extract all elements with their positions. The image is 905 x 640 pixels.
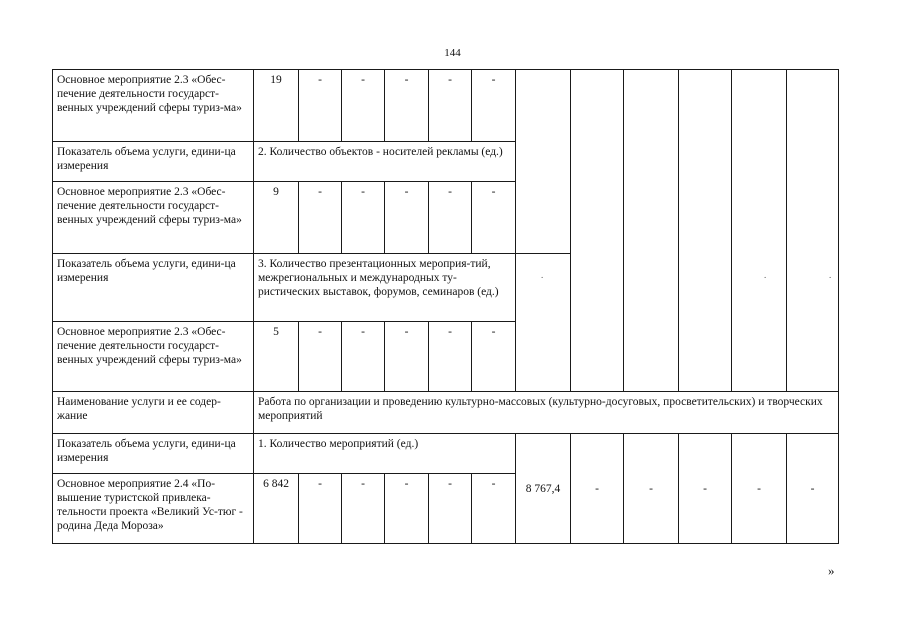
finance-cell-empty [516, 70, 571, 254]
volume-value: - [299, 474, 342, 544]
finance-value: - [624, 434, 679, 544]
volume-value: - [385, 182, 429, 254]
row-label: Основное мероприятие 2.3 «Обес-печение деятельности государст-венных учреждений сферы туриз-ма» [53, 182, 254, 254]
volume-value: - [472, 474, 516, 544]
volume-value: 19 [254, 70, 299, 142]
finance-cell-empty [571, 70, 624, 392]
finance-cell-empty [679, 70, 732, 392]
volume-value: 5 [254, 322, 299, 392]
indicator-text: 3. Количество презентационных мероприя-тий, межрегиональных и международных ту-ристических выставок, форумов, семинаров (ед.) [254, 254, 516, 322]
finance-value: - [571, 434, 624, 544]
volume-value: - [429, 182, 472, 254]
volume-value: - [429, 474, 472, 544]
scan-speck: . [541, 270, 544, 280]
volume-value: - [299, 322, 342, 392]
scan-speck: . [764, 270, 767, 280]
row-label: Основное мероприятие 2.3 «Обес-печение деятельности государст-венных учреждений сферы туриз-ма» [53, 322, 254, 392]
finance-value: 8 767,4 [516, 434, 571, 544]
finance-value: - [679, 434, 732, 544]
volume-value: - [472, 182, 516, 254]
volume-value: - [342, 182, 385, 254]
volume-value: - [429, 322, 472, 392]
volume-value: - [429, 70, 472, 142]
volume-value: - [299, 182, 342, 254]
finance-cell-empty [624, 70, 679, 392]
services-table [52, 69, 839, 544]
table-row [53, 392, 839, 434]
page-number: 144 [444, 47, 461, 59]
row-label: Наименование услуги и ее содер-жание [53, 392, 254, 434]
volume-value: 9 [254, 182, 299, 254]
row-label: Показатель объема услуги, едини-ца измерения [53, 254, 254, 322]
volume-value: - [342, 322, 385, 392]
finance-cell-empty [787, 70, 839, 392]
volume-value: - [342, 474, 385, 544]
indicator-text: 2. Количество объектов - носителей рекламы (ед.) [254, 142, 516, 182]
row-label: Показатель объема услуги, едини-ца измерения [53, 142, 254, 182]
indicator-text: 1. Количество мероприятий (ед.) [254, 434, 516, 474]
volume-value: - [472, 322, 516, 392]
finance-value: - [787, 434, 839, 544]
volume-value: - [385, 474, 429, 544]
finance-value: - [732, 434, 787, 544]
service-description: Работа по организации и проведению культурно-массовых (культурно-досуговых, просветительских) и творческих мероприятий [254, 392, 839, 434]
scan-speck: . [829, 270, 832, 280]
row-label: Основное мероприятие 2.4 «По-вышение туристской привлека-тельности проекта «Великий Ус-тюг - родина Деда Мороза» [53, 474, 254, 544]
finance-cell-empty [732, 70, 787, 392]
volume-value: - [299, 70, 342, 142]
volume-value: - [385, 70, 429, 142]
table-row [53, 434, 839, 474]
volume-value: - [385, 322, 429, 392]
closing-quote: » [828, 563, 835, 578]
volume-value: - [342, 70, 385, 142]
table-row [53, 70, 839, 142]
volume-value: 6 842 [254, 474, 299, 544]
row-label: Основное мероприятие 2.3 «Обес-печение деятельности государст-венных учреждений сферы туриз-ма» [53, 70, 254, 142]
volume-value: - [472, 70, 516, 142]
row-label: Показатель объема услуги, едини-ца измерения [53, 434, 254, 474]
